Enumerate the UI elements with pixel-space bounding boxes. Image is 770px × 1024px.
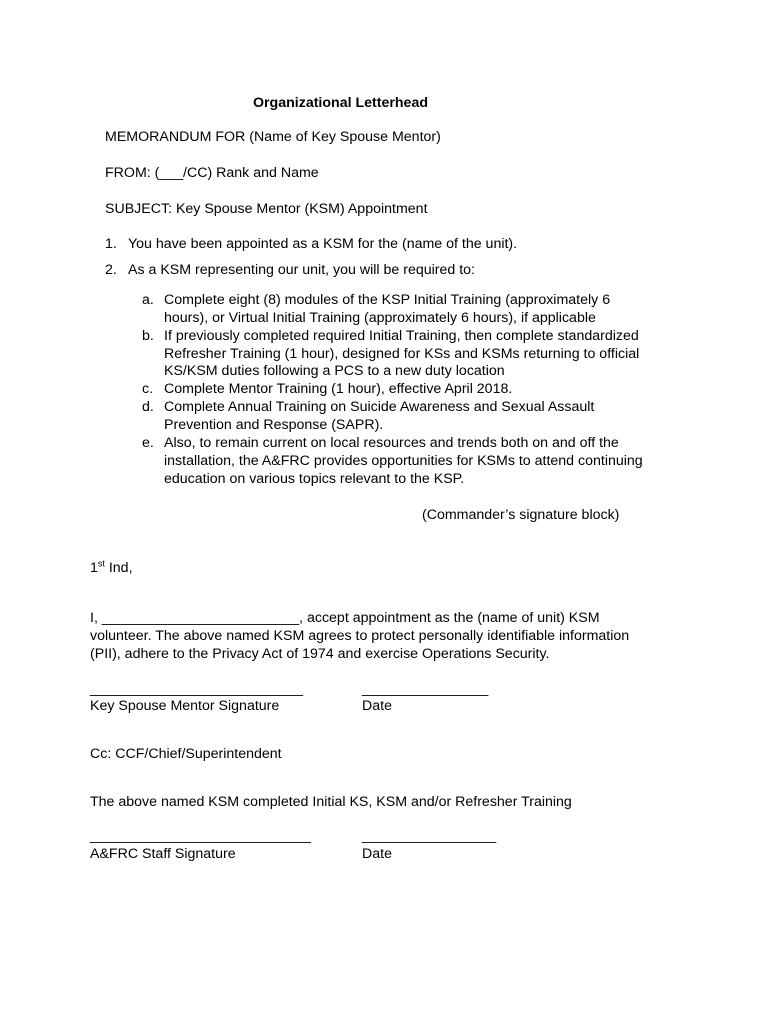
date-line: _________________ bbox=[362, 828, 497, 844]
subitem-line: Complete eight (8) modules of the KSP Initial Training (approximately 6 bbox=[164, 292, 611, 308]
subitem-line: Complete Annual Training on Suicide Awareness and Sexual Assault bbox=[164, 399, 595, 415]
subject-line: SUBJECT: Key Spouse Mentor (KSM) Appointment bbox=[105, 201, 428, 217]
subitem-line: hours), or Virtual Initial Training (approximately 6 hours), if applicable bbox=[164, 310, 596, 326]
subitem-letter: e. bbox=[142, 435, 154, 451]
signature-line: ___________________________ bbox=[90, 681, 304, 697]
item-text: As a KSM representing our unit, you will be required to: bbox=[128, 262, 475, 278]
acceptance-line: (PII), adhere to the Privacy Act of 1974 and exercise Operations Security. bbox=[90, 646, 550, 662]
indorsement-text: Ind, bbox=[104, 560, 133, 576]
subitem-line: Refresher Training (1 hour), designed for KSs and KSMs returning to official bbox=[164, 346, 640, 362]
page-title: Organizational Letterhead bbox=[253, 95, 429, 111]
commander-signature-block: (Commander’s signature block) bbox=[422, 507, 620, 523]
subitem-line: Prevention and Response (SAPR). bbox=[164, 417, 384, 433]
memo-for-line: MEMORANDUM FOR (Name of Key Spouse Mentor) bbox=[105, 129, 441, 145]
from-line: FROM: (___/CC) Rank and Name bbox=[105, 165, 319, 181]
signature-label: A&FRC Staff Signature bbox=[90, 846, 236, 862]
date-label: Date bbox=[362, 698, 392, 714]
item-number: 2. bbox=[105, 262, 117, 278]
subitem-line: KS/KSM duties following a PCS to a new duty location bbox=[164, 363, 505, 379]
date-label: Date bbox=[362, 846, 392, 862]
indorsement-line bbox=[90, 559, 133, 577]
subitem-letter: d. bbox=[142, 399, 154, 415]
subitem-letter: c. bbox=[142, 381, 154, 397]
completion-statement: The above named KSM completed Initial KS, KSM and/or Refresher Training bbox=[90, 794, 572, 810]
subitem-letter: b. bbox=[142, 328, 154, 344]
item-text: You have been appointed as a KSM for the (name of the unit). bbox=[128, 236, 518, 252]
signature-line: ____________________________ bbox=[90, 828, 311, 844]
subitem-line: Also, to remain current on local resources and trends both on and off the bbox=[164, 435, 619, 451]
date-line: ________________ bbox=[362, 681, 489, 697]
indorsement-ordinal: st bbox=[97, 558, 105, 569]
item-number: 1. bbox=[105, 236, 117, 252]
acceptance-line: I, _________________________, accept appointment as the (name of unit) KSM bbox=[90, 610, 600, 626]
acceptance-line: volunteer. The above named KSM agrees to protect personally identifiable information bbox=[90, 628, 630, 644]
subitem-line: installation, the A&FRC provides opportunities for KSMs to attend continuing bbox=[164, 453, 643, 469]
signature-label: Key Spouse Mentor Signature bbox=[90, 698, 280, 714]
indorsement-number: 1 bbox=[90, 560, 98, 576]
subitem-line: Complete Mentor Training (1 hour), effective April 2018. bbox=[164, 381, 513, 397]
cc-line: Cc: CCF/Chief/Superintendent bbox=[90, 746, 282, 762]
subitem-letter: a. bbox=[142, 292, 154, 308]
subitem-line: education on various topics relevant to the KSP. bbox=[164, 471, 465, 487]
subitem-line: If previously completed required Initial Training, then complete standardized bbox=[164, 328, 639, 344]
